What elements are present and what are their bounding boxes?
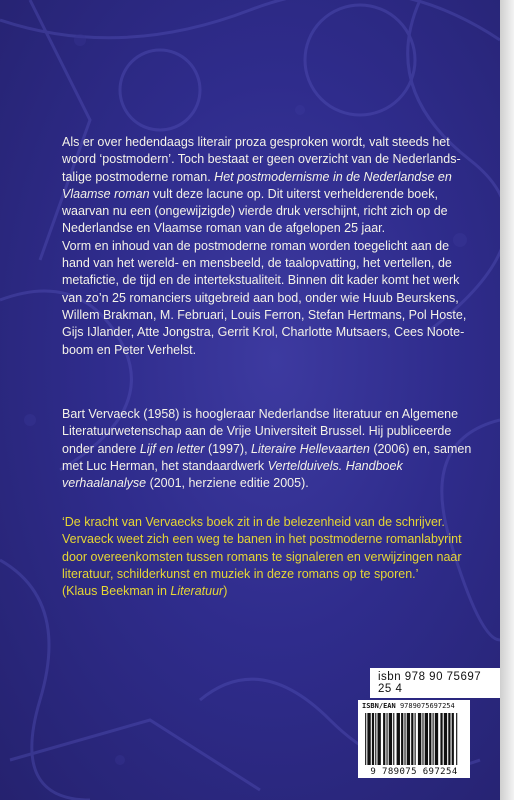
barcode-bar bbox=[422, 713, 423, 765]
barcode-bar bbox=[411, 713, 413, 765]
barcode-bar bbox=[393, 713, 394, 765]
book-title: Het postmodernisme in de Nederlandse en Vlaamse roman bbox=[62, 169, 452, 201]
barcode-bar bbox=[415, 713, 416, 765]
barcode bbox=[358, 700, 470, 778]
work-title-3: Vertelduivels. Handboek verhaalanalyse bbox=[62, 458, 403, 491]
barcode-bar bbox=[452, 713, 454, 765]
barcode-bar bbox=[404, 713, 405, 765]
blurb-paragraph-2: Vorm en inhoud van de postmoderne roman worden toegelicht aan de hand van het wereld- en mensbeeld, de taalopvatting, het vertellen, de metafictie, de tijd en de intertekstualiteit. Binnen dit kader komt het werk van zo’n 25 romanciers uitgebreid aan bod, onder wie Huub Beurskens, Willem Brakman, M. Februari, Louis Ferron, Stefan Hertmans, Pol Hoste, Gijs IJlander, Atte Jongstra, Gerrit Krol, Charlotte Mutsaers, Cees Noote-boom en Peter Verhelst. bbox=[62, 238, 467, 357]
barcode-bar bbox=[377, 713, 380, 765]
barcode-bar bbox=[365, 713, 366, 765]
isbn-label: isbn 978 90 75697 25 4 bbox=[370, 668, 500, 698]
barcode-bar bbox=[425, 713, 428, 765]
barcode-bar bbox=[418, 713, 421, 765]
barcode-bar bbox=[372, 713, 374, 765]
barcode-bar bbox=[367, 713, 370, 765]
author-bio: Bart Vervaeck (1958) is hoogleraar Nederlandse literatuur en Algemene Literatuurwetenschap aan de Vrije Universiteit Brussel. Hij publiceerde onder andere Lijf en letter (1997), Literaire Hellevaarten (2006) en, samen met Luc Herman, het standaardwerk Vertelduivels. Handboek verhaalanalyse (2001, herziene editie 2005). bbox=[62, 407, 472, 491]
work-title-1: Lijf en letter bbox=[139, 441, 205, 456]
quote-source: (Klaus Beekman in Literatuur) bbox=[62, 584, 228, 599]
barcode-bar bbox=[448, 713, 450, 765]
quote-text: ‘De kracht van Vervaecks boek zit in de belezenheid van de schrijver. Vervaeck weet zich een weg te banen in het postmoderne romanlabyrint door overeenkomsten tussen romans te signaleren en verwijzingen naar literatuur, schilderkunst en muziek in deze romans op te sporen.’ bbox=[62, 515, 462, 581]
barcode-bar bbox=[401, 713, 403, 765]
page-edge bbox=[500, 0, 514, 800]
barcode-bar bbox=[397, 713, 400, 765]
barcode-bar bbox=[389, 713, 392, 765]
barcode-bar bbox=[456, 713, 457, 765]
barcode-bar bbox=[429, 713, 431, 765]
barcode-bar bbox=[383, 713, 385, 765]
blurb bbox=[62, 134, 472, 359]
work-title-2: Literaire Hellevaarten bbox=[251, 441, 370, 456]
review-quote bbox=[62, 514, 472, 600]
barcode-bar bbox=[444, 713, 447, 765]
barcode-bar bbox=[375, 713, 376, 765]
barcode-bar bbox=[433, 713, 434, 765]
barcode-bar bbox=[386, 713, 387, 765]
barcode-bar bbox=[435, 713, 438, 765]
ean-line: ISBN/EAN 9789075697254 bbox=[362, 702, 455, 710]
barcode-bars bbox=[364, 713, 464, 765]
barcode-bar bbox=[407, 713, 410, 765]
blurb-paragraph-1: Als er over hedendaags literair proza gesproken wordt, valt steeds het woord ‘postmodern’. Toch bestaat er geen overzicht van de Nederlands-talige postmoderne roman. Het postmodernisme in de Nederlandse en Vlaamse roman vult deze lacune op. Dit uiterst verhelderende boek, waarvan nu een (ongewijzigde) vierde druk verschijnt, richt zich op de Nederlandse en Vlaamse roman van de afgelopen 25 jaar. bbox=[62, 135, 461, 236]
barcode-bar bbox=[440, 713, 442, 765]
barcode-digits: 9 789075 697254 bbox=[370, 767, 458, 777]
